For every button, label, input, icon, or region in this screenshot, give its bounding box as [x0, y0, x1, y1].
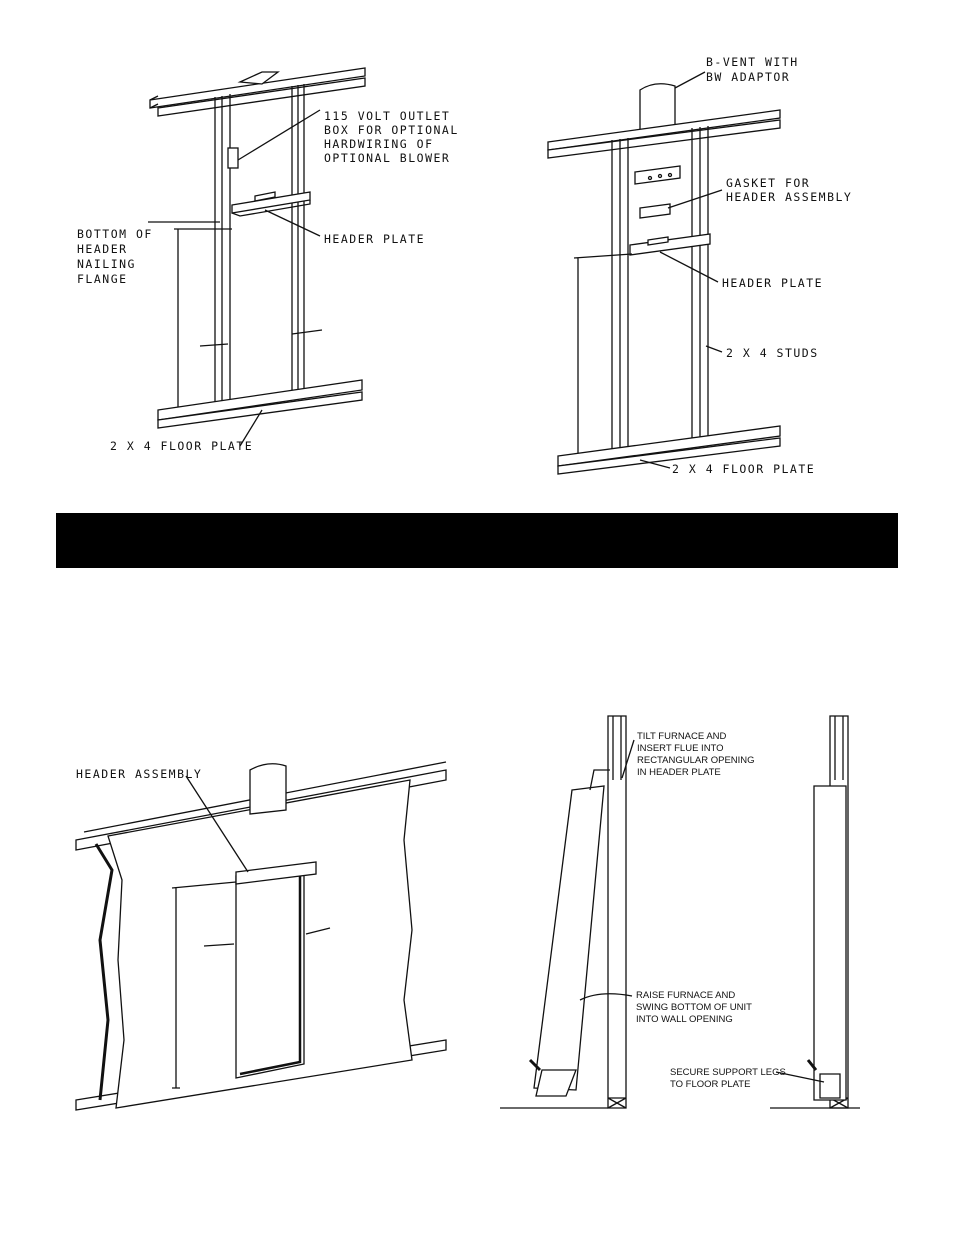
- bvent-label-line1: B-VENT WITH: [706, 55, 799, 69]
- secure-label-line1: SECURE SUPPORT LEGS: [670, 1067, 786, 1078]
- bottom-header-label-line4: FLANGE: [77, 272, 128, 286]
- outlet-label-line4: OPTIONAL BLOWER: [324, 151, 451, 165]
- tilt-label-line3: RECTANGULAR OPENING: [637, 755, 755, 766]
- bottom-header-label-line2: HEADER: [77, 242, 128, 256]
- tilt-label-line1: TILT FURNACE AND: [637, 731, 727, 742]
- tilt-label-line2: INSERT FLUE INTO: [637, 743, 724, 754]
- floor-plate-label-1: 2 X 4 FLOOR PLATE: [110, 439, 254, 453]
- gasket-label-line1: GASKET FOR: [726, 176, 811, 190]
- floor-plate-label-2: 2 X 4 FLOOR PLATE: [672, 462, 816, 476]
- figure-1-wall-framing: [77, 68, 459, 453]
- outlet-label-line1: 115 VOLT OUTLET: [324, 109, 451, 123]
- figure-2-vent-framing: [548, 55, 852, 476]
- header-assembly-label: HEADER ASSEMBLY: [76, 767, 203, 781]
- outlet-label-line2: BOX FOR OPTIONAL: [324, 123, 459, 137]
- tilt-label-line4: IN HEADER PLATE: [637, 767, 721, 778]
- secure-label-line2: TO FLOOR PLATE: [670, 1079, 751, 1090]
- raise-label-line1: RAISE FURNACE AND: [636, 990, 736, 1001]
- header-plate-label-1: HEADER PLATE: [324, 232, 426, 246]
- bvent-label-line2: BW ADAPTOR: [706, 70, 791, 84]
- figure-4-furnace-install: [500, 716, 860, 1108]
- bottom-header-label-line3: NAILING: [77, 257, 136, 271]
- header-plate-label-2: HEADER PLATE: [722, 276, 824, 290]
- studs-label: 2 X 4 STUDS: [726, 346, 819, 360]
- raise-label-line3: INTO WALL OPENING: [636, 1014, 733, 1025]
- figure-3-header-assembly: [76, 762, 446, 1110]
- gasket-label-line2: HEADER ASSEMBLY: [726, 190, 853, 204]
- outlet-label-line3: HARDWIRING OF: [324, 137, 434, 151]
- bottom-header-label-line1: BOTTOM OF: [77, 227, 153, 241]
- raise-label-line2: SWING BOTTOM OF UNIT: [636, 1002, 752, 1013]
